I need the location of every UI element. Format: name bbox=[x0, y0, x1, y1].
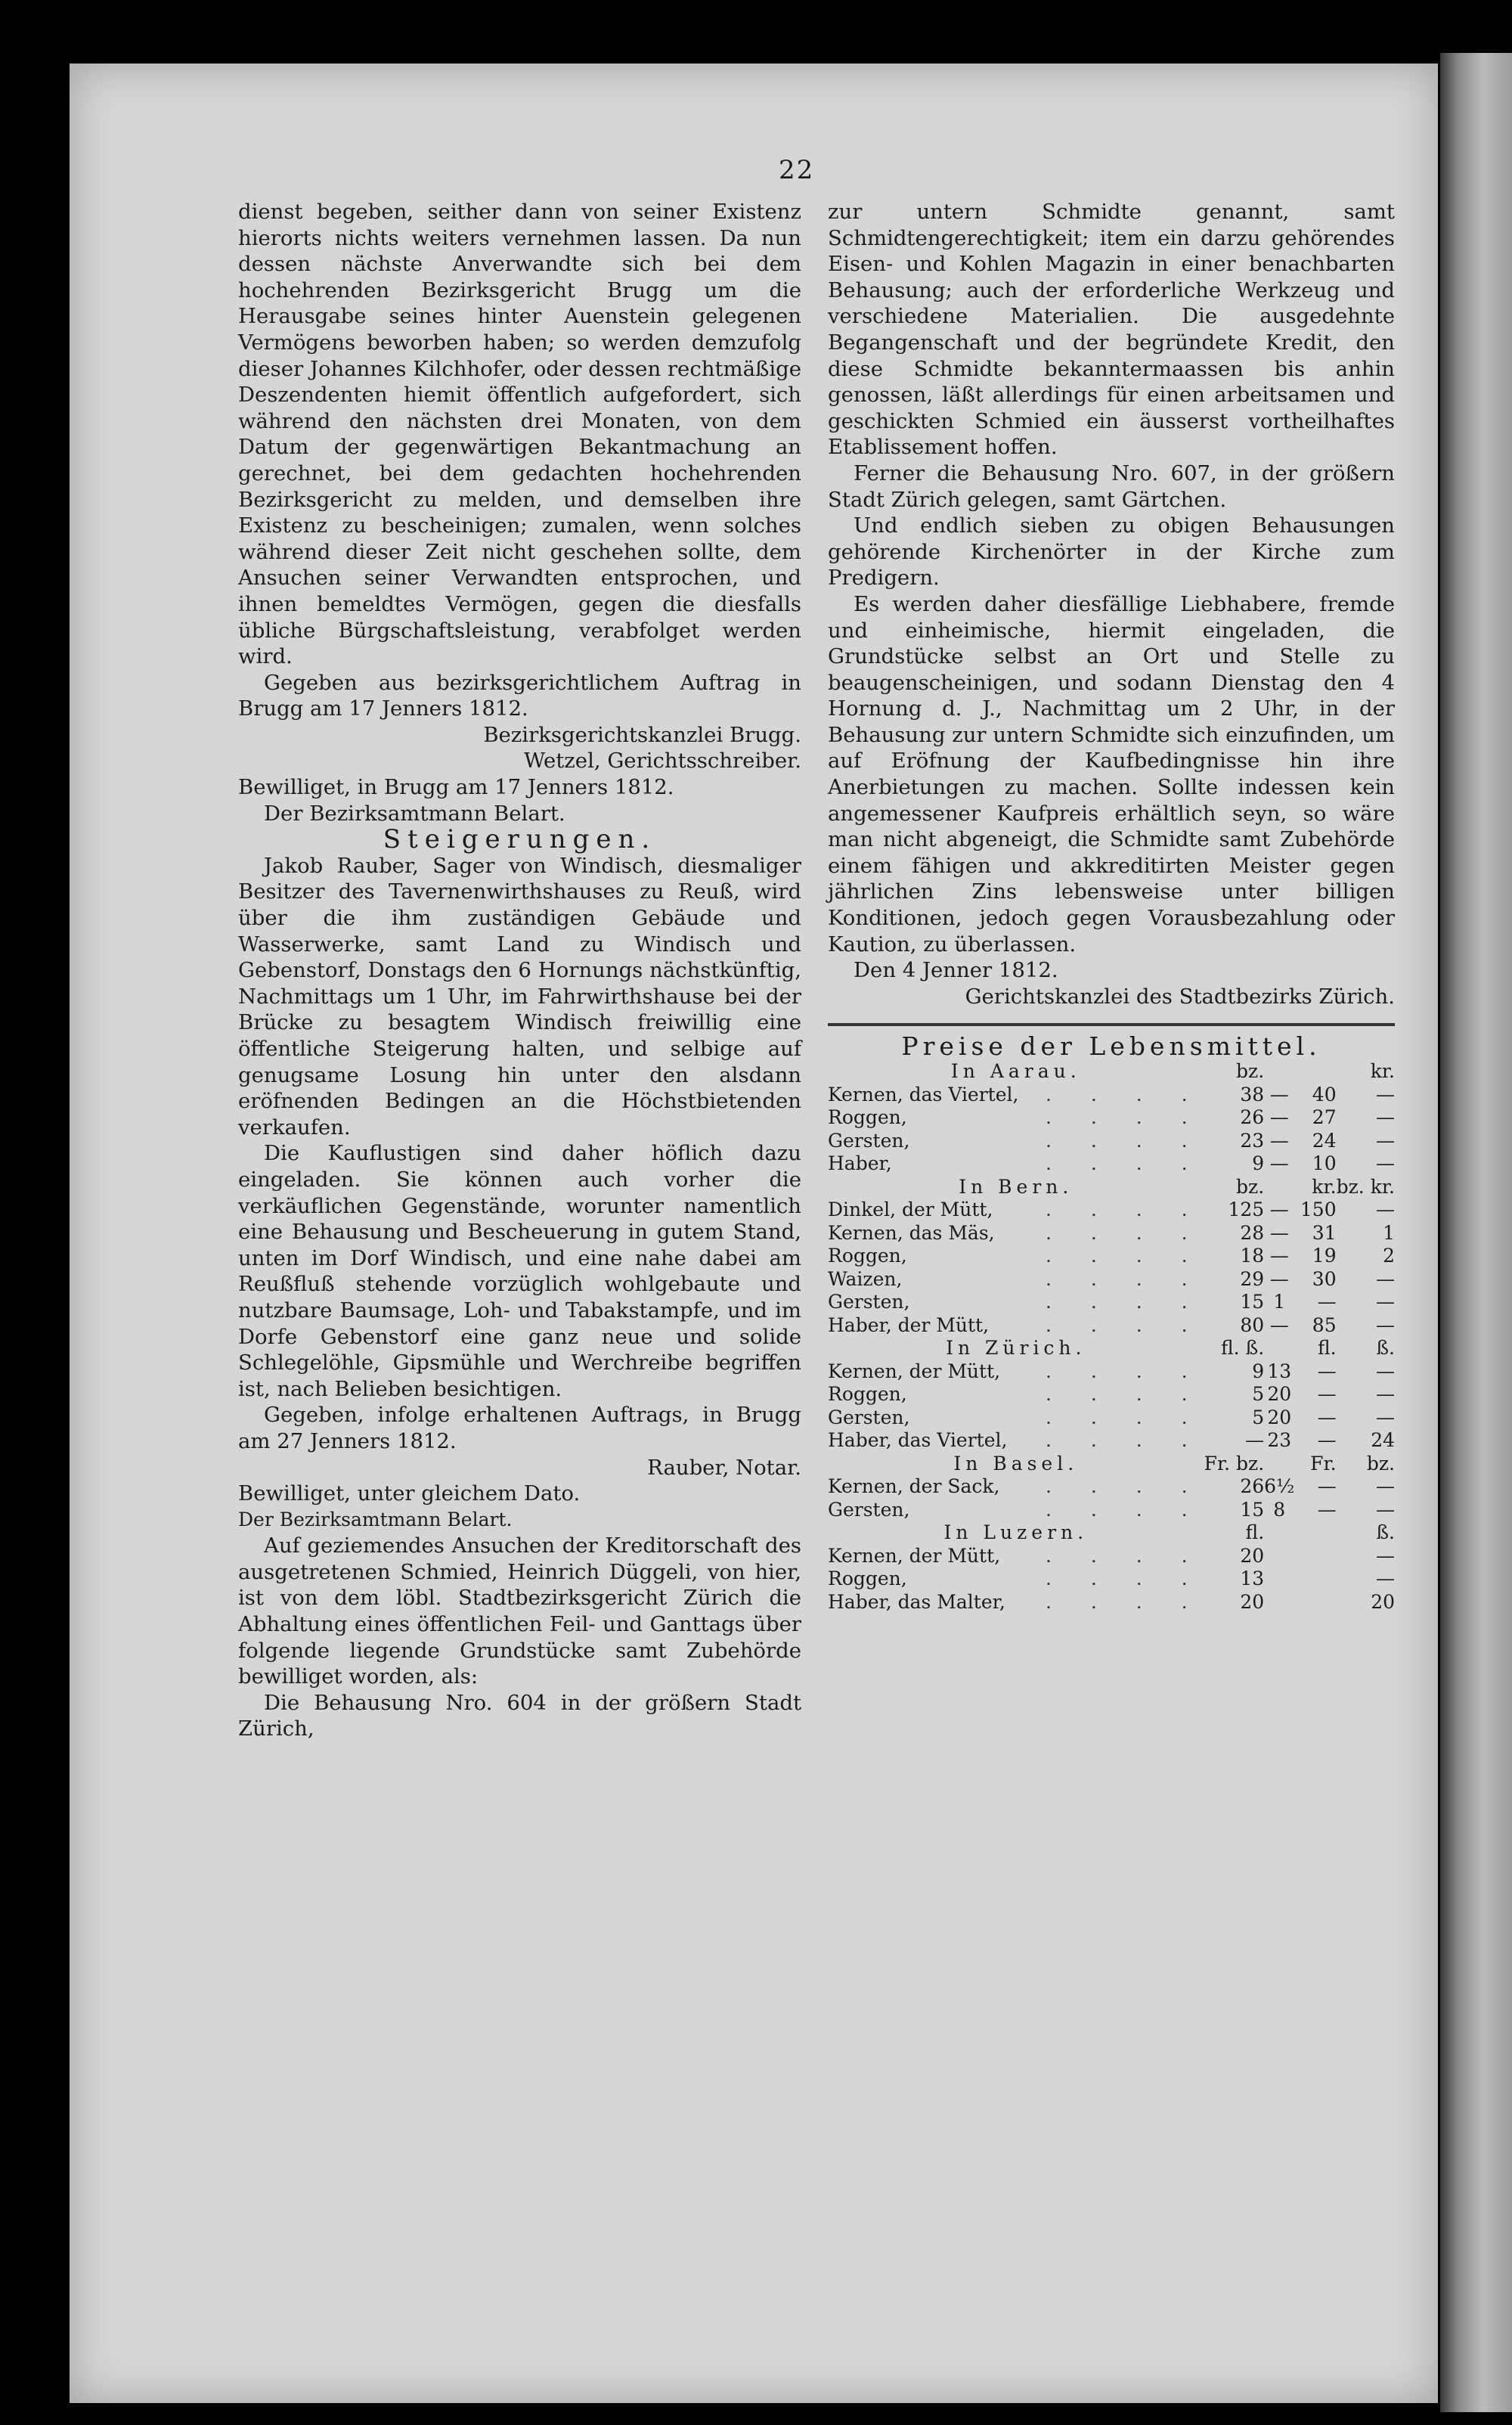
leader-dots: . . . . bbox=[1045, 1590, 1204, 1613]
price-unit bbox=[1264, 1060, 1336, 1084]
price-unit: ß. bbox=[1376, 1337, 1395, 1359]
price-unit: kr. bbox=[1312, 1175, 1337, 1198]
price-row bbox=[828, 1383, 1395, 1406]
price-value: 20 bbox=[1240, 1544, 1265, 1567]
price-location-row bbox=[828, 1060, 1395, 1084]
price-value: 24 bbox=[1312, 1129, 1337, 1152]
price-value: — bbox=[1376, 1544, 1395, 1567]
auction-paragraph: Die Kauflustigen sind daher höflich dazu eingeladen. Sie können auch vorher die verkäuflichen Gegenstände, worunter namentlich eine Behausung und Bescheuerung in gutem Stand, unten im Dorf Windisch, und eine nahe dabei am Reußfluß stehende vorzüglich wohlgebaute und nutzbare Baumsage, Loh- und Tabakstampfe, und im Dorfe Gebenstorf eine ganz neue und solide Schlegelöhle, Gipsmühle und Werchreibe begriffen ist, nach Belieben besichtigen. bbox=[238, 1141, 801, 1401]
price-item: Kernen, das Mäs, bbox=[828, 1221, 995, 1244]
price-value: — bbox=[1376, 1199, 1395, 1220]
price-unit: bz. bbox=[1236, 1175, 1265, 1198]
price-value: 27 bbox=[1312, 1106, 1337, 1128]
price-value: — bbox=[1376, 1383, 1395, 1405]
price-value: 85 bbox=[1312, 1313, 1337, 1336]
price-unit: Fr. bz. bbox=[1204, 1452, 1265, 1475]
price-row bbox=[828, 1268, 1395, 1292]
price-value: 9 bbox=[1252, 1360, 1265, 1382]
price-location-row bbox=[828, 1453, 1395, 1476]
price-value: — bbox=[1269, 1129, 1289, 1152]
official-signature: Der Bezirksamtmann Belart. bbox=[264, 801, 565, 826]
clerk-signature: Wetzel, Gerichtsschreiber. bbox=[523, 749, 801, 774]
notary-signature: Rauber, Notar. bbox=[647, 1455, 801, 1480]
price-item: Dinkel, der Mütt, bbox=[828, 1199, 993, 1220]
price-value: 1 bbox=[1273, 1291, 1286, 1313]
leader-dots: . . . . bbox=[1045, 1544, 1204, 1567]
price-value: — bbox=[1269, 1221, 1289, 1244]
price-value: — bbox=[1317, 1291, 1337, 1313]
price-row bbox=[828, 1222, 1395, 1245]
leader-dots: . . . . bbox=[1045, 1498, 1204, 1521]
price-item: Haber, der Mütt, bbox=[828, 1313, 990, 1336]
leader-dots: . . . . bbox=[1045, 1152, 1204, 1174]
price-location: In Bern. bbox=[959, 1175, 1074, 1198]
price-value: 125 bbox=[1228, 1199, 1265, 1220]
leader-dots: . . . . bbox=[1045, 1383, 1204, 1405]
leader-dots: . . . . bbox=[1045, 1291, 1204, 1313]
price-item: Gersten, bbox=[828, 1129, 910, 1152]
price-unit: ß. bbox=[1376, 1521, 1395, 1543]
date-line: Den 4 Jenner 1812. bbox=[854, 958, 1058, 983]
auction-paragraph: Jakob Rauber, Sager von Windisch, diesmaliger Besitzer des Tavernenwirthshauses zu Reuß, wird über die ihm zuständigen Gebäude und Wasserwerke, samt Land zu Windisch und Gebenstorf, Donstags den 6 Hornungs nächstkünftig, Nachmittags um 1 Uhr, im Fahrwirthshause bei der Brücke zu besagtem Windisch freiwillig eine öffentliche Steigerung halten, und selbige auf genugsame Losung hin unter den alsdann eröfnenden Bedingen an die Höchstbietenden verkaufen. bbox=[238, 853, 801, 1140]
price-value: — bbox=[1376, 1129, 1395, 1152]
official-signature: Der Bezirksamtmann Belart. bbox=[238, 1508, 513, 1530]
price-item: Haber, das Viertel, bbox=[828, 1429, 1008, 1451]
auction-paragraph: Die Behausung Nro. 604 in der größern Stadt Zürich, bbox=[238, 1690, 801, 1741]
price-value: 31 bbox=[1312, 1221, 1337, 1244]
price-value: 20 bbox=[1267, 1406, 1292, 1428]
price-unit: kr. bbox=[1370, 1060, 1395, 1082]
price-value: 15 bbox=[1240, 1291, 1265, 1313]
adjacent-page-edge bbox=[1440, 53, 1512, 2412]
price-row bbox=[828, 1360, 1395, 1384]
price-item: Gersten, bbox=[828, 1291, 910, 1313]
leader-dots: . . . . bbox=[1045, 1475, 1204, 1497]
price-value: 1 bbox=[1383, 1221, 1395, 1244]
price-value: 80 bbox=[1240, 1313, 1265, 1336]
price-value: 150 bbox=[1300, 1199, 1337, 1220]
chancery-signature: Gerichtskanzlei des Stadtbezirks Zürich. bbox=[965, 984, 1395, 1009]
price-value: — bbox=[1376, 1083, 1395, 1106]
price-location-row bbox=[828, 1337, 1395, 1360]
price-value: 30 bbox=[1312, 1267, 1337, 1290]
price-value: — bbox=[1269, 1267, 1289, 1290]
chancery-signature: Bezirksgerichtskanzlei Brugg. bbox=[483, 722, 801, 747]
price-row bbox=[828, 1314, 1395, 1338]
price-value: 5 bbox=[1252, 1383, 1265, 1405]
price-value: 20 bbox=[1267, 1383, 1292, 1405]
price-row bbox=[828, 1429, 1395, 1453]
price-row bbox=[828, 1291, 1395, 1314]
price-value: — bbox=[1376, 1152, 1395, 1174]
left-column bbox=[238, 199, 801, 1742]
price-value: 28 bbox=[1240, 1221, 1265, 1244]
price-value: — bbox=[1376, 1475, 1395, 1497]
price-value: 13 bbox=[1240, 1568, 1265, 1589]
price-location: In Basel. bbox=[953, 1452, 1079, 1475]
price-value: — bbox=[1245, 1429, 1265, 1451]
price-value: — bbox=[1376, 1360, 1395, 1382]
price-item: Haber, bbox=[828, 1152, 892, 1174]
price-value: — bbox=[1376, 1568, 1395, 1589]
price-value: 20 bbox=[1371, 1590, 1395, 1613]
price-location: In Zürich. bbox=[946, 1337, 1086, 1359]
price-value: 20 bbox=[1240, 1590, 1265, 1613]
leader-dots: . . . . bbox=[1045, 1313, 1204, 1336]
price-unit: Fr. bbox=[1310, 1452, 1337, 1475]
price-value: — bbox=[1317, 1475, 1337, 1497]
price-value: 13 bbox=[1267, 1360, 1292, 1382]
price-location: In Luzern. bbox=[943, 1521, 1089, 1543]
price-value: 29 bbox=[1240, 1267, 1265, 1290]
price-value: 9 bbox=[1252, 1152, 1265, 1174]
price-item: Waizen, bbox=[828, 1267, 903, 1290]
price-item: Gersten, bbox=[828, 1498, 910, 1521]
price-item: Gersten, bbox=[828, 1406, 910, 1428]
price-value: 23 bbox=[1240, 1129, 1265, 1152]
price-value: — bbox=[1269, 1199, 1289, 1220]
price-unit: fl. bbox=[1245, 1521, 1265, 1543]
price-item: Roggen, bbox=[828, 1245, 907, 1267]
leader-dots: . . . . bbox=[1045, 1221, 1204, 1244]
price-value: — bbox=[1376, 1498, 1395, 1521]
leader-dots: . . . . bbox=[1045, 1106, 1204, 1128]
auction-paragraph: Ferner die Behausung Nro. 607, in der größern Stadt Zürich gelegen, samt Gärtchen. bbox=[828, 461, 1395, 512]
price-table-heading: Preise der Lebensmittel. bbox=[901, 1031, 1321, 1062]
price-value: — bbox=[1376, 1267, 1395, 1290]
price-row bbox=[828, 1475, 1395, 1499]
auction-paragraph: Auf geziemendes Ansuchen der Kreditorschaft des ausgetretenen Schmied, Heinrich Düggeli, von hier, ist von dem löbl. Stadtbezirksgericht Zürich die Abhaltung eines öffentlichen Feil- und Ganttags über folgende liegende Grundstücke samt Zubehörde bewilliget worden, als: bbox=[238, 1533, 801, 1689]
approval-line: Bewilliget, in Brugg am 17 Jenners 1812. bbox=[238, 775, 674, 800]
price-value: — bbox=[1269, 1106, 1289, 1128]
price-item: Kernen, der Mütt, bbox=[828, 1544, 1001, 1567]
right-column bbox=[828, 199, 1395, 1614]
price-value: 23 bbox=[1267, 1429, 1292, 1451]
notice-text: dienst begeben, seither dann von seiner Existenz hierorts nichts weiters vernehmen lassen. Da nun dessen nächste Anverwandte sich bei dem hochehrenden Bezirksgericht Brugg um die Herausgabe seines hinter Auenstein gelegenen Vermögens beworben haben; so werden demzufolg dieser Johannes Kilchhofer, oder dessen rechtmäßige Deszendenten hiemit öffentlich aufgefordert, sich während den nächsten drei Monaten, von dem Datum der gegenwärtigen Bekantmachung an gerechnet, bei dem gedachten hochehrenden Bezirksgericht zu melden, und demselben ihre Existenz zu bescheinigen; zumalen, wenn solches während dieser Zeit nicht geschehen sollte, dem Ansuchen seiner Verwandten entsprochen, und ihnen bemeldtes Vermögen, gegen die diesfalls übliche Bürgschaftsleistung, verabfolget werden wird. bbox=[238, 200, 802, 669]
leader-dots: . . . . bbox=[1045, 1360, 1204, 1382]
price-value: 8 bbox=[1273, 1498, 1286, 1521]
price-row bbox=[828, 1152, 1395, 1176]
price-value: — bbox=[1317, 1383, 1337, 1405]
price-unit: fl. ß. bbox=[1220, 1337, 1265, 1359]
price-value: — bbox=[1269, 1152, 1289, 1174]
price-value: 24 bbox=[1371, 1429, 1395, 1451]
price-row bbox=[828, 1245, 1395, 1268]
price-value: — bbox=[1269, 1313, 1289, 1336]
price-location: In Aarau. bbox=[950, 1060, 1081, 1082]
price-value: 10 bbox=[1312, 1152, 1337, 1174]
price-value: — bbox=[1376, 1406, 1395, 1428]
price-item: Roggen, bbox=[828, 1568, 907, 1589]
price-unit: bz. bbox=[1236, 1060, 1265, 1082]
price-row bbox=[828, 1130, 1395, 1153]
price-item: Kernen, der Sack, bbox=[828, 1475, 1000, 1497]
price-value: 6½ bbox=[1264, 1475, 1295, 1497]
price-value: — bbox=[1317, 1406, 1337, 1428]
price-row bbox=[828, 1406, 1395, 1430]
auction-paragraph: Und endlich sieben zu obigen Behausungen gehörende Kirchenörter in der Kirche zum Predigern. bbox=[828, 513, 1395, 591]
price-value: 5 bbox=[1252, 1406, 1265, 1428]
approval-line: Bewilliget, unter gleichem Dato. bbox=[238, 1481, 581, 1506]
price-item: Kernen, das Viertel, bbox=[828, 1083, 1019, 1106]
price-value: — bbox=[1269, 1083, 1289, 1106]
price-item: Roggen, bbox=[828, 1106, 907, 1128]
page-number: 22 bbox=[779, 155, 815, 185]
auction-paragraph: zur untern Schmidte genannt, samt Schmidtengerechtigkeit; item ein darzu gehörendes Eisen- und Kohlen Magazin in einer benachbarten Behausung; auch der erforderliche Werkzeug und verschiedene Materialien. Die ausgedehnte Begangenschaft und der begründete Kredit, den diese Schmidte bekanntermaassen bis anhin genossen, läßt allerdings für einen arbeitsamen und geschickten Schmied ein äusserst vortheilhaftes Etablissement hoffen. bbox=[828, 200, 1395, 460]
leader-dots: . . . . bbox=[1045, 1199, 1204, 1220]
price-item: Haber, das Malter, bbox=[828, 1590, 1005, 1613]
given-line: Gegeben aus bezirksgerichtlichem Auftrag in Brugg am 17 Jenners 1812. bbox=[238, 670, 801, 721]
price-value: 38 bbox=[1240, 1083, 1265, 1106]
given-line: Gegeben, infolge erhaltenen Auftrags, in Brugg am 27 Jenners 1812. bbox=[238, 1403, 801, 1453]
price-value: — bbox=[1269, 1245, 1289, 1267]
auction-paragraph: Es werden daher diesfällige Liebhabere, fremde und einheimische, hiermit eingeladen, die Grundstücke selbst an Ort und Stelle zu beaugenscheinigen, und sodann Dienstag den 4 Hornung d. J., Nachmittag um 2 Uhr, in der Behausung zur untern Schmidte sich einzufinden, um auf Eröfnung der Kaufbedingnisse hin ihre Anerbietungen zu machen. Sollte indessen kein angemessener Kaufpreis erhältlich seyn, so wäre man nicht abgeneigt, die Schmidte samt Zubehörde einem fähigen und akkreditirten Meister gegen jährlichen Zins lebensweise unter billigen Konditionen, jedoch gegen Vorausbezahlung oder Kaution, zu überlassen. bbox=[828, 591, 1395, 957]
price-unit: bz. kr. bbox=[1336, 1175, 1395, 1198]
leader-dots: . . . . bbox=[1045, 1083, 1204, 1106]
price-row bbox=[828, 1084, 1395, 1107]
price-value: 2 bbox=[1383, 1245, 1395, 1267]
price-value: 40 bbox=[1312, 1083, 1337, 1106]
price-row bbox=[828, 1199, 1395, 1222]
leader-dots: . . . . bbox=[1045, 1429, 1204, 1451]
price-row bbox=[828, 1106, 1395, 1130]
price-value: 15 bbox=[1240, 1498, 1265, 1521]
leader-dots: . . . . bbox=[1045, 1267, 1204, 1290]
price-value: 18 bbox=[1240, 1245, 1265, 1267]
divider-rule bbox=[828, 1023, 1395, 1026]
price-value: — bbox=[1317, 1429, 1337, 1451]
leader-dots: . . . . bbox=[1045, 1129, 1204, 1152]
price-value: — bbox=[1376, 1291, 1395, 1313]
price-value: — bbox=[1376, 1106, 1395, 1128]
price-value: 26 bbox=[1240, 1106, 1265, 1128]
price-item: Kernen, der Mütt, bbox=[828, 1360, 1001, 1382]
price-location-row bbox=[828, 1176, 1395, 1199]
price-value: 26 bbox=[1240, 1475, 1265, 1497]
section-heading: Steigerungen. bbox=[383, 824, 657, 855]
price-value: — bbox=[1317, 1360, 1337, 1382]
price-item: Roggen, bbox=[828, 1383, 907, 1405]
leader-dots: . . . . bbox=[1045, 1245, 1204, 1267]
price-value: — bbox=[1376, 1313, 1395, 1336]
price-value: — bbox=[1317, 1498, 1337, 1521]
price-unit: bz. bbox=[1366, 1452, 1395, 1475]
leader-dots: . . . . bbox=[1045, 1568, 1204, 1589]
leader-dots: . . . . bbox=[1045, 1406, 1204, 1428]
bleed-through-texture bbox=[703, 1512, 1368, 2193]
price-value: 19 bbox=[1312, 1245, 1337, 1267]
price-unit: fl. bbox=[1317, 1337, 1337, 1359]
